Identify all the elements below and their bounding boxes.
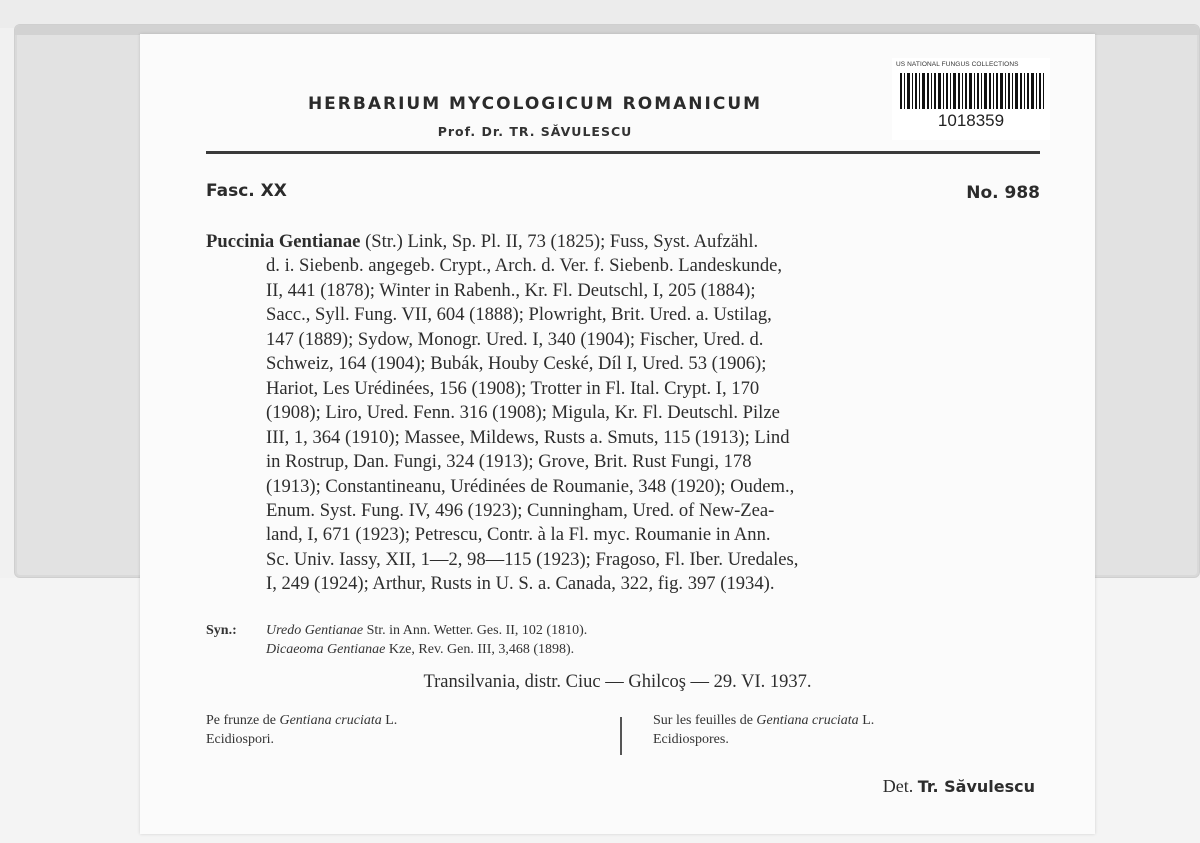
literature-references bbox=[206, 230, 1040, 597]
catalog-number: 1018359 bbox=[937, 111, 1005, 130]
synonyms bbox=[206, 621, 1040, 659]
barcode-label bbox=[892, 58, 1050, 140]
reference-line: Hariot, Les Urédinées, 156 (1908); Trotter in Fl. Ital. Crypt. I, 170 bbox=[266, 377, 760, 399]
reference-line: Sacc., Syll. Fung. VII, 604 (1888); Plowright, Brit. Ured. a. Ustilag, bbox=[266, 304, 772, 326]
species-name: Puccinia Gentianae bbox=[206, 231, 361, 252]
collection-locality: Transilvania, distr. Ciuc — Ghilcoş — 29. VI. 1937. bbox=[423, 672, 812, 692]
synonym-label: Syn.: bbox=[206, 623, 237, 638]
host-suffix: L. bbox=[858, 713, 875, 728]
column-divider bbox=[620, 717, 622, 755]
reference-line: d. i. Siebenb. angegeb. Crypt., Arch. d. Ver. f. Siebenb. Landeskunde, bbox=[266, 255, 783, 277]
reference-line: Enum. Syst. Fung. IV, 496 (1923); Cunningham, Ured. of New-Zea- bbox=[266, 499, 775, 521]
host-suffix: L. bbox=[381, 713, 398, 728]
reference-line: (1913); Constantineanu, Urédinées de Roumanie, 348 (1920); Oudem., bbox=[266, 475, 795, 497]
determiner-name: Tr. Săvulescu bbox=[917, 777, 1035, 796]
reference-line: land, I, 671 (1923); Petrescu, Contr. à la Fl. myc. Roumanie in Ann. bbox=[266, 524, 771, 546]
specimen-label bbox=[140, 34, 1095, 834]
reference-line: 147 (1889); Sydow, Monogr. Ured. I, 340 (1904); Fischer, Ured. d. bbox=[266, 328, 764, 350]
reference-line bbox=[206, 230, 1040, 254]
host-plant: Gentiana cruciata bbox=[279, 713, 382, 728]
reference-text: (Str.) Link, Sp. Pl. II, 73 (1825); Fuss, Syst. Aufzähl. bbox=[360, 231, 759, 252]
reference-line: in Rostrup, Dan. Fungi, 324 (1913); Grove, Brit. Rust Fungi, 178 bbox=[266, 451, 752, 473]
reference-line: Sc. Univ. Iassy, XII, 1—2, 98—115 (1923); Fragoso, Fl. Iber. Uredales, bbox=[266, 548, 799, 570]
synonym-row bbox=[206, 621, 1040, 640]
host-note-romanian bbox=[206, 711, 606, 749]
reference-line: III, 1, 364 (1910); Massee, Mildews, Rusts a. Smuts, 115 (1913); Lind bbox=[266, 426, 790, 448]
spore-stage: Ecidiospori. bbox=[206, 732, 275, 747]
host-prefix: Pe frunze de bbox=[206, 713, 280, 728]
determiner-prefix: Det. bbox=[882, 776, 918, 796]
host-note-french bbox=[653, 711, 1043, 749]
specimen-number: No. 988 bbox=[966, 183, 1040, 203]
barcode-caption: US NATIONAL FUNGUS COLLECTIONS bbox=[896, 61, 1019, 68]
synonym-citation: Str. in Ann. Wetter. Ges. II, 102 (1810). bbox=[363, 623, 588, 638]
host-prefix: Sur les feuilles de bbox=[653, 713, 757, 728]
fascicle-number: Fasc. XX bbox=[206, 181, 287, 201]
synonym-name: Dicaeoma Gentianae bbox=[266, 642, 386, 657]
herbarium-title: HERBARIUM MYCOLOGICUM ROMANICUM bbox=[307, 94, 763, 114]
determiner bbox=[883, 776, 1035, 797]
reference-line: II, 441 (1878); Winter in Rabenh., Kr. Fl. Deutschl, I, 205 (1884); bbox=[266, 279, 756, 301]
host-plant: Gentiana cruciata bbox=[756, 713, 859, 728]
barcode-image bbox=[900, 73, 1044, 109]
synonym-name: Uredo Gentianae bbox=[266, 623, 364, 638]
synonym-row bbox=[206, 640, 1040, 659]
herbarium-editor: Prof. Dr. TR. SĂVULESCU bbox=[437, 124, 633, 139]
reference-line: I, 249 (1924); Arthur, Rusts in U. S. a. Canada, 322, fig. 397 (1934). bbox=[266, 573, 775, 595]
reference-line: (1908); Liro, Ured. Fenn. 316 (1908); Migula, Kr. Fl. Deutschl. Pilze bbox=[266, 402, 780, 424]
reference-line: Schweiz, 164 (1904); Bubák, Houby Ceské, Díl I, Ured. 53 (1906); bbox=[266, 353, 767, 375]
header-divider bbox=[206, 151, 1040, 154]
synonym-citation: Kze, Rev. Gen. III, 3,468 (1898). bbox=[385, 642, 575, 657]
spore-stage: Ecidiospores. bbox=[653, 732, 729, 747]
